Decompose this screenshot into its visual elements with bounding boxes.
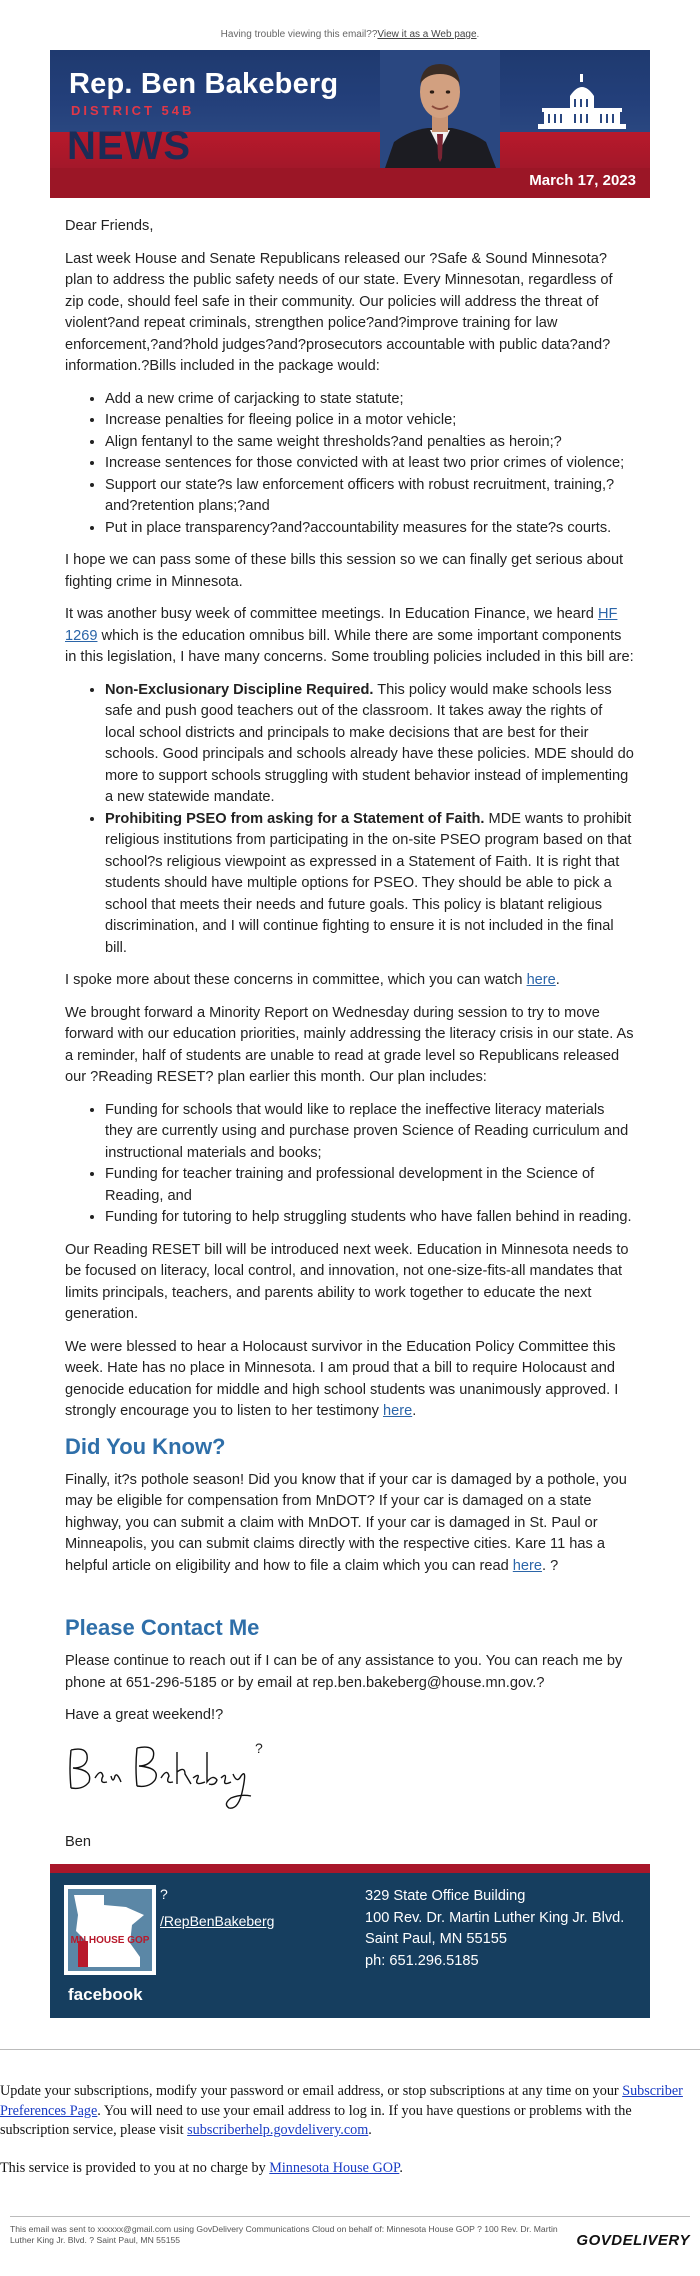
subscriber-help-link[interactable]: subscriberhelp.govdelivery.com	[187, 2122, 369, 2138]
did-you-know-heading: Did You Know?	[65, 1433, 226, 1459]
address-line: Saint Paul, MN 55155	[365, 1931, 507, 1947]
paragraph-text: We were blessed to hear a Holocaust survivor in the Education Policy Committee this week. Hate has no place in Minnesota. I am proud that a bill to require Holocaust and genocide education for middle and high school students was unanimously approved. I strongly encourage you to listen to her testimony	[65, 1338, 619, 1419]
subscriber-preferences-link[interactable]: Subscriber Preferences Page	[0, 2083, 683, 2119]
weekend-wish: Have a great weekend!?	[65, 1707, 224, 1723]
capitol-building-icon	[534, 74, 630, 130]
committee-video-link[interactable]: here	[526, 972, 556, 988]
address-line: 100 Rev. Dr. Martin Luther King Jr. Blvd.	[365, 1909, 625, 1926]
minnesota-house-gop-link[interactable]: Minnesota House GOP	[269, 2159, 400, 2176]
signature-marker: ?	[255, 1739, 263, 1756]
greeting: Dear Friends,	[65, 218, 154, 234]
district-label: DISTRICT 54B	[71, 103, 195, 118]
policy-text: MDE wants to prohibit religious institutions from participating in the on-site PSEO program based on that school?s religious viewpoint as expressed in a Statement of Faith. It is right that students should have multiple options for PSEO. They should be able to pick a school that meets their needs and future goals. This policy is blatant religious discrimination, and I will continue fighting to ensure it is not included in the final bill.	[105, 810, 632, 956]
committee-video-paragraph	[65, 970, 635, 992]
paragraph-text: .	[368, 2122, 372, 2138]
subscription-notice	[0, 2049, 700, 2178]
reading-reset-paragraph: Our Reading RESET bill will be introduced next week. Education in Minnesota needs to be focused on literacy, local control, and innovation, not one-size-fits-all mandates that limits principals, teachers, and parents ability to work together to educate the next generation.	[65, 1241, 629, 1322]
list-item: • Funding for schools that would like to replace the ineffective literacy materials they are currently using and purchase proven Science of Reading curriculum and instructional materials and books;	[105, 1100, 635, 1165]
reading-reset-list	[105, 1100, 635, 1229]
policy-title: Prohibiting PSEO from asking for a Statement of Faith.	[105, 810, 485, 827]
testimony-link[interactable]: here	[383, 1403, 413, 1419]
footer-divider	[50, 1864, 650, 1873]
facebook-page-link[interactable]: /RepBenBakeberg	[160, 1913, 275, 1929]
trouble-viewing-text: Having trouble viewing this email??	[220, 29, 378, 40]
representative-name: Rep. Ben Bakeberg	[69, 68, 339, 100]
facebook-label: facebook	[68, 1985, 143, 2004]
mn-house-gop-logo	[64, 1885, 156, 2001]
safe-and-sound-paragraph: Last week House and Senate Republicans released our ?Safe & Sound Minnesota? plan to address the public safety needs of our state. Every Minnesotan, regardless of zip code, should feel safe in their community. Our policies will address the threat of violent?and repeat criminals, strengthen police?and?improve training for law enforcement,?and?hold judges?and?prosecutors accountable with public data?and?information.?Bills included in the package would:	[65, 250, 613, 374]
public-safety-list	[105, 389, 635, 540]
crime-bills-paragraph: I hope we can pass some of these bills this session so we can finally get serious about fighting crime in Minnesota.	[65, 552, 624, 590]
contact-heading: Please Contact Me	[65, 1615, 260, 1640]
holocaust-education-paragraph	[65, 1337, 635, 1423]
web-page-link[interactable]: View it as a Web page	[377, 29, 477, 40]
trouble-viewing-end: .	[476, 29, 480, 40]
news-title: NEWS	[67, 124, 191, 168]
paragraph-text: . You will need to use your email address to log in. If you have questions or problems with the subscription service, please visit	[0, 2102, 632, 2138]
govdelivery-logo: GOVDELIVERY	[576, 2232, 690, 2249]
phone-line: ph: 651.296.5185	[365, 1952, 479, 1969]
list-item: • Align fentanyl to the same weight thresholds?and penalties as heroin;?	[105, 432, 635, 454]
list-item: • Funding for tutoring to help struggling students who have fallen behind in reading.	[105, 1207, 635, 1229]
logo-text: MN HOUSE GOP	[70, 1935, 150, 1946]
list-item	[105, 680, 635, 809]
paragraph-text: .	[412, 1403, 417, 1419]
newsletter-content	[50, 198, 650, 1853]
list-item: • Funding for teacher training and professional development in the Science of Reading, and	[105, 1164, 635, 1207]
paragraph-text: . ?	[542, 1557, 559, 1574]
subscription-paragraph	[0, 2082, 700, 2141]
paragraph-text: I spoke more about these concerns in committee, which you can watch	[65, 972, 527, 988]
representative-photo	[380, 50, 500, 168]
minority-report-paragraph: We brought forward a Minority Report on Wednesday during session to try to move forward with our education priorities, mainly addressing the literacy crisis in our state. As a reminder, half of students are unable to read at grade level so Republicans released our ?Reading RESET? plan earlier this month. Our plan includes:	[65, 1004, 634, 1085]
list-item: • Put in place transparency?and?accountability measures for the state?s courts.	[105, 518, 635, 540]
paragraph-text: .	[555, 972, 560, 988]
newsletter-footer	[50, 1873, 650, 2018]
office-address	[365, 1886, 624, 1972]
list-item: • Increase penalties for fleeing police in a motor vehicle;	[105, 410, 635, 432]
service-provider-paragraph	[0, 2159, 700, 2179]
troubling-policies-list	[105, 680, 635, 960]
education-finance-paragraph	[65, 604, 635, 669]
paragraph-text: which is the education omnibus bill. While there are some important components in this legislation, I have many concerns. Some troubling policies included in this bill are:	[65, 627, 634, 665]
policy-text: This policy would make schools less safe and push good teachers out of the classroom. It takes away the rights of local school districts and principals to make decisions that are best for their schools. Good principals and schools already have these policies. MDE should do more to support schools struggling with student behavior instead of implementing a new statewide mandate.	[105, 681, 634, 805]
paragraph-text: .	[399, 2159, 403, 2176]
policy-title: Non-Exclusionary Discipline Required.	[105, 681, 374, 698]
newsletter-date: March 17, 2023	[529, 172, 636, 189]
newsletter-header	[50, 50, 650, 198]
sender-footer	[10, 2216, 690, 2276]
social-marker: ?	[160, 1886, 168, 1902]
address-line: 329 State Office Building	[365, 1888, 526, 1904]
kare-11-article-link[interactable]: here	[512, 1557, 543, 1574]
contact-paragraph: Please continue to reach out if I can be of any assistance to you. You can reach me by phone at 651-296-5185 or by email at rep.ben.bakeberg@house.mn.gov.?	[65, 1653, 623, 1691]
hf-1269-link[interactable]: HF 1269	[65, 606, 618, 644]
paragraph-text: Finally, it?s pothole season! Did you know that if your car is damaged by a pothole, you may be eligible for compensation from MnDOT? If your car is damaged on a state highway, you can submit a claim with MnDOT. If your car is damaged in St. Paul or Minneapolis, you can submit claims directly with the respective cities. Kare 11 has a helpful article on eligibility and how to file a claim which you can read	[65, 1471, 627, 1574]
list-item: • Support our state?s law enforcement officers with robust recruitment, training,?and?retention plans;?and	[105, 475, 635, 518]
email-body	[50, 50, 650, 2018]
list-item: • Increase sentences for those convicted with at least two prior crimes of violence;	[105, 453, 635, 475]
signature	[65, 1738, 635, 1818]
sender-details: This email was sent to xxxxxx@gmail.com using GovDelivery Communications Cloud on behalf of: Minnesota House GOP ? 100 Rev. Dr. Martin Luther King Jr. Blvd. ? Saint Paul, MN 55155	[10, 2224, 558, 2245]
view-in-browser-note	[0, 0, 700, 50]
list-item: • Add a new crime of carjacking to state statute;	[105, 389, 635, 411]
list-item	[105, 809, 635, 960]
paragraph-text: This service is provided to you at no charge by	[0, 2159, 270, 2176]
paragraph-text: It was another busy week of committee meetings. In Education Finance, we heard	[65, 606, 598, 622]
signoff-name: Ben	[65, 1833, 91, 1850]
handwritten-signature	[65, 1738, 265, 1818]
paragraph-text: Update your subscriptions, modify your password or email address, or stop subscriptions at any time on your	[0, 2083, 623, 2099]
pothole-paragraph	[65, 1470, 635, 1578]
